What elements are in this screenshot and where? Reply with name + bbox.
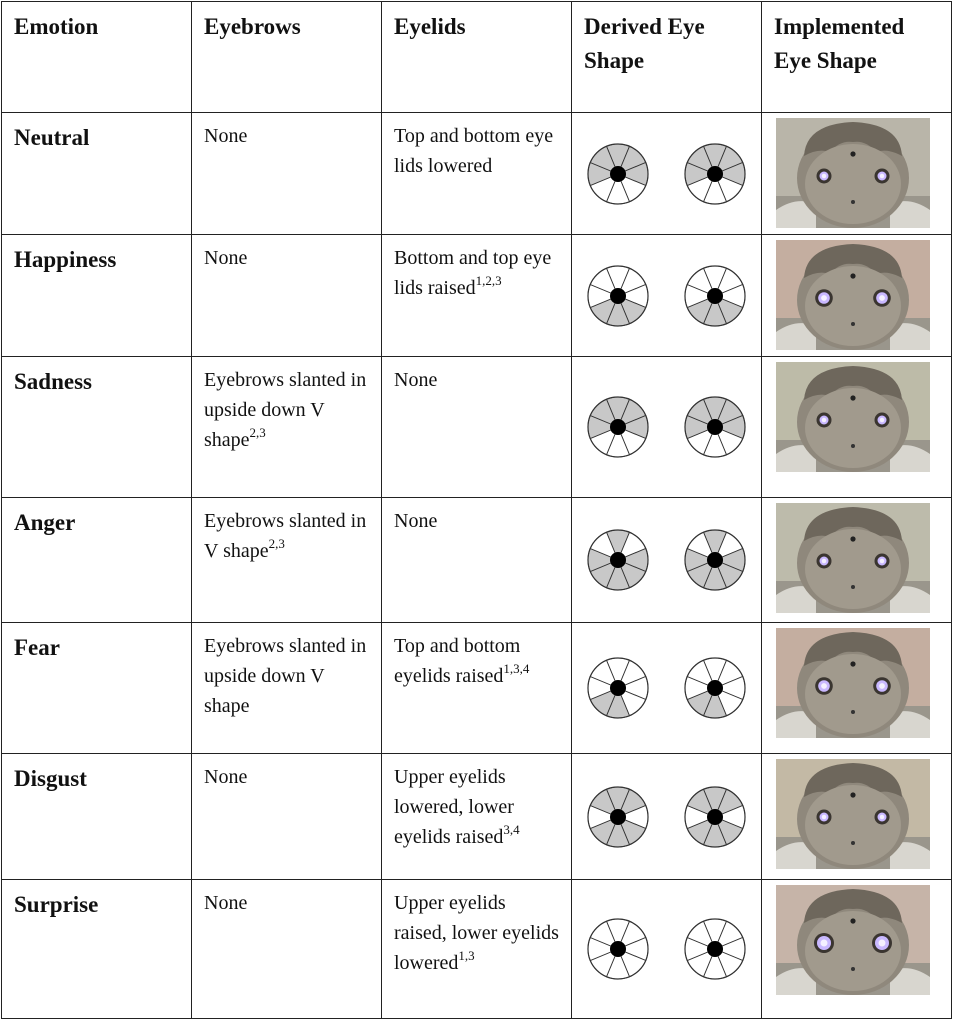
left-eye-diagram	[586, 785, 650, 849]
pupil	[610, 166, 626, 182]
eyebrows-cell	[192, 113, 382, 235]
eyelids-cell	[382, 357, 572, 498]
derived-eye-shape-cell	[572, 498, 762, 623]
eyelids-cell-text: None	[394, 510, 438, 532]
implemented-eye-shape-cell	[762, 113, 952, 235]
eyebrows-cell-text: None	[204, 892, 248, 914]
emotion-cell: Anger	[2, 498, 192, 623]
emotion-table	[1, 1, 952, 1019]
right-eye-diagram	[683, 917, 747, 981]
eyebrows-cell	[192, 357, 382, 498]
eyelids-cell	[382, 880, 572, 1019]
emotion-cell: Happiness	[2, 235, 192, 357]
eyelids-cell-text: Upper eyelids lowered, lower eyelids raised	[394, 766, 514, 848]
eyelids-cell-text: Bottom and top eye lids raised	[394, 247, 552, 299]
eyelids-cell	[382, 623, 572, 754]
implemented-eye-shape-cell	[762, 880, 952, 1019]
derived-eye-shape-cell	[572, 623, 762, 754]
robot-face-photo	[776, 362, 930, 472]
eyebrows-cell	[192, 754, 382, 880]
emotion-cell: Fear	[2, 623, 192, 754]
citation-superscript: 1,3,4	[503, 661, 530, 677]
eyebrows-cell	[192, 498, 382, 623]
emotion-cell: Surprise	[2, 880, 192, 1019]
table-row	[2, 498, 952, 623]
emotion-cell: Neutral	[2, 113, 192, 235]
eyelids-cell-text: Top and bottom eye lids lowered	[394, 125, 554, 177]
derived-eye-shape-cell	[572, 357, 762, 498]
table-row	[2, 880, 952, 1019]
implemented-eye-shape-cell	[762, 498, 952, 623]
pupil	[707, 680, 723, 696]
pupil	[707, 552, 723, 568]
citation-superscript: 3,4	[503, 822, 520, 838]
eyelids-cell	[382, 498, 572, 623]
pupil	[707, 809, 723, 825]
pupil	[610, 680, 626, 696]
eyebrows-cell-text: Eyebrows slanted in V shape	[204, 510, 367, 562]
left-eye-diagram	[586, 264, 650, 328]
header-derived-eye-shape: Derived Eye Shape	[572, 2, 762, 113]
pupil	[610, 288, 626, 304]
header-emotion: Emotion	[2, 2, 192, 113]
right-eye-diagram	[683, 656, 747, 720]
eyelids-cell-text: None	[394, 369, 438, 391]
left-eye-diagram	[586, 528, 650, 592]
eyebrows-cell	[192, 235, 382, 357]
robot-face-photo	[776, 759, 930, 869]
citation-superscript: 1,3	[458, 948, 475, 964]
pupil	[707, 166, 723, 182]
eyelids-cell-text: Top and bottom eyelids raised	[394, 635, 521, 687]
citation-superscript: 1,2,3	[475, 273, 502, 289]
eyebrows-cell-text: Eyebrows slanted in upside down V shape	[204, 369, 367, 451]
pupil	[707, 941, 723, 957]
table-row	[2, 235, 952, 357]
left-eye-diagram	[586, 395, 650, 459]
citation-superscript: 2,3	[249, 425, 266, 441]
robot-face-photo	[776, 240, 930, 350]
pupil	[610, 941, 626, 957]
pupil	[610, 552, 626, 568]
left-eye-diagram	[586, 917, 650, 981]
implemented-eye-shape-cell	[762, 754, 952, 880]
table-row	[2, 623, 952, 754]
robot-face-photo	[776, 118, 930, 228]
table-row	[2, 113, 952, 235]
emotion-cell: Disgust	[2, 754, 192, 880]
eyebrows-cell-text: None	[204, 125, 248, 147]
eyebrows-cell-text: Eyebrows slanted in upside down V shape	[204, 635, 367, 717]
eyelids-cell	[382, 235, 572, 357]
pupil	[610, 809, 626, 825]
header-row	[2, 2, 952, 113]
robot-face-photo	[776, 885, 930, 995]
eyebrows-cell-text: None	[204, 766, 248, 788]
right-eye-diagram	[683, 785, 747, 849]
eyebrows-cell	[192, 623, 382, 754]
derived-eye-shape-cell	[572, 235, 762, 357]
header-eyebrows: Eyebrows	[192, 2, 382, 113]
derived-eye-shape-cell	[572, 880, 762, 1019]
derived-eye-shape-cell	[572, 113, 762, 235]
left-eye-diagram	[586, 142, 650, 206]
pupil	[707, 288, 723, 304]
right-eye-diagram	[683, 528, 747, 592]
pupil	[610, 419, 626, 435]
right-eye-diagram	[683, 142, 747, 206]
pupil	[707, 419, 723, 435]
eyelids-cell-text: Upper eyelids raised, lower eyelids lowered	[394, 892, 559, 974]
eyelids-cell	[382, 754, 572, 880]
implemented-eye-shape-cell	[762, 623, 952, 754]
robot-face-photo	[776, 503, 930, 613]
robot-face-photo	[776, 628, 930, 738]
eyelids-cell	[382, 113, 572, 235]
right-eye-diagram	[683, 264, 747, 328]
derived-eye-shape-cell	[572, 754, 762, 880]
eyebrows-cell	[192, 880, 382, 1019]
implemented-eye-shape-cell	[762, 357, 952, 498]
table-row	[2, 357, 952, 498]
emotion-cell: Sadness	[2, 357, 192, 498]
right-eye-diagram	[683, 395, 747, 459]
header-implemented-eye-shape: Implemented Eye Shape	[762, 2, 952, 113]
implemented-eye-shape-cell	[762, 235, 952, 357]
eyebrows-cell-text: None	[204, 247, 248, 269]
header-eyelids: Eyelids	[382, 2, 572, 113]
left-eye-diagram	[586, 656, 650, 720]
table-row	[2, 754, 952, 880]
citation-superscript: 2,3	[268, 536, 285, 552]
